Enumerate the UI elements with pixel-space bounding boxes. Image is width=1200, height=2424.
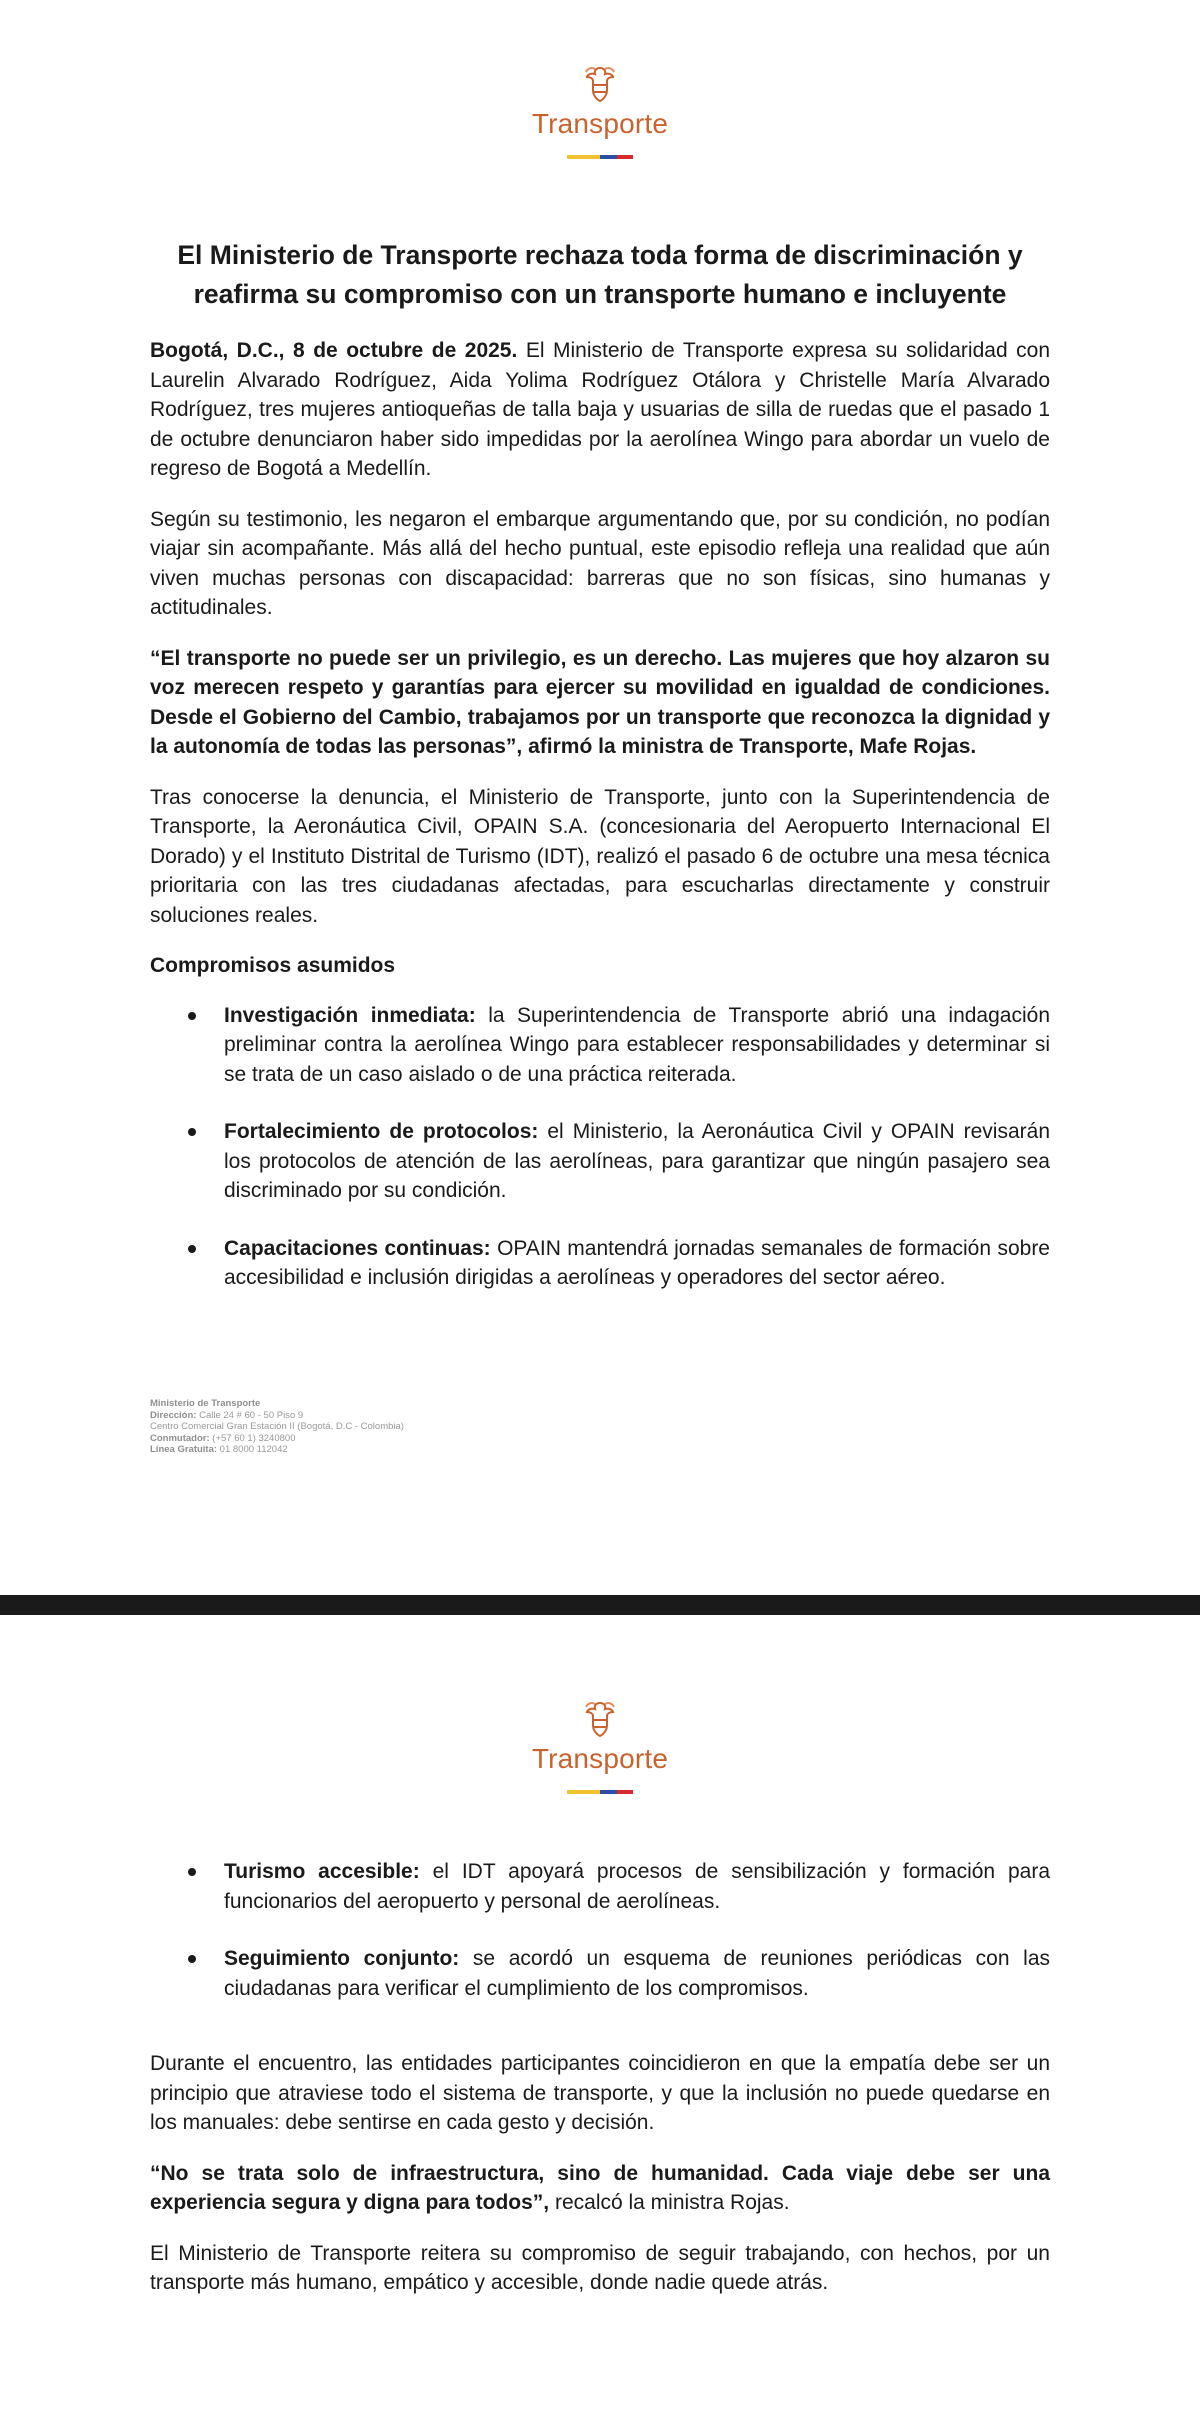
minister-quote-2 bbox=[150, 2159, 1050, 2218]
list-item bbox=[150, 1944, 1050, 2003]
footer-address: Dirección: Calle 24 # 60 - 50 Piso 9 bbox=[150, 1409, 304, 1421]
list-item-label: Turismo accesible: bbox=[224, 1860, 420, 1883]
list-item-label: Seguimiento conjunto: bbox=[224, 1947, 460, 1970]
list-item-text: OPAIN mantendrá jornadas semanales de formación sobre accesibilidad e inclusión dirigidas a aerolíneas y operadores del sector aéreo. bbox=[224, 1236, 1050, 1289]
paragraph-empathy: Durante el encuentro, las entidades participantes coincidieron en que la empatía debe ser un principio que atraviese todo el sistema de transporte, y que la inclusión no puede quedarse en los manuales: debe sentirse en cada gesto y decisión. bbox=[150, 2052, 1050, 2134]
list-item bbox=[150, 1117, 1050, 1206]
document-page-2 bbox=[0, 1615, 1200, 2424]
header-logo bbox=[0, 1697, 1200, 1785]
bullet-icon bbox=[188, 1128, 196, 1136]
section-heading-commitments: Compromisos asumidos bbox=[150, 954, 396, 977]
coat-of-arms-icon bbox=[578, 1697, 622, 1741]
list-item bbox=[150, 1857, 1050, 1916]
list-item-text: la Superintendencia de Transporte abrió una indagación preliminar contra la aerolínea Wingo para establecer responsabilidades y determinar si se trata de un caso aislado o de una práctica reiterada. bbox=[224, 1003, 1050, 1086]
paragraph-technical-table: Tras conocerse la denuncia, el Ministerio de Transporte, junto con la Superintendencia de Transporte, la Aeronáutica Civil, OPAIN S.A. (concesionaria del Aeropuerto Internacional El Dorado) y el Instituto Distrital de Turismo (IDT), realizó el pasado 6 de octubre una mesa técnica prioritaria con las tres ciudadanas afectadas, para escucharlas directamente y construir soluciones reales. bbox=[150, 785, 1050, 927]
list-item-text: el IDT apoyará procesos de sensibilización y formación para funcionarios del aeropuerto y personal de aerolíneas. bbox=[224, 1860, 1050, 1913]
paragraph-testimony: Según su testimonio, les negaron el embarque argumentando que, por su condición, no podían viajar sin acompañante. Más allá del hecho puntual, este episodio refleja una realidad que aún viven muchas personas con discapacidad: barreras que no son físicas, sino humanas y actitudinales. bbox=[150, 507, 1050, 619]
list-item-label: Fortalecimiento de protocolos: bbox=[224, 1120, 539, 1143]
bullet-icon bbox=[188, 1955, 196, 1963]
coat-of-arms-icon bbox=[578, 62, 622, 106]
paragraph-intro bbox=[150, 336, 1050, 484]
page1-body bbox=[150, 236, 1050, 1321]
flag-stripe bbox=[567, 1781, 633, 1785]
footer-center: Centro Comercial Gran Estación II (Bogotá, D.C - Colombia) bbox=[150, 1421, 404, 1432]
brand-name: Transporte bbox=[531, 1743, 669, 1774]
header-logo bbox=[0, 62, 1200, 150]
list-item bbox=[150, 1001, 1050, 1090]
quote-attribution: recalcó la ministra Rojas. bbox=[549, 2191, 790, 2214]
list-item-label: Capacitaciones continuas: bbox=[224, 1236, 491, 1260]
list-item-text: el Ministerio, la Aeronáutica Civil y OPAIN revisarán los protocolos de atención de las aerolíneas, para garantizar que ningún pasajero sea discriminado por su condición. bbox=[224, 1120, 1051, 1202]
paragraph-closing: El Ministerio de Transporte reitera su compromiso de seguir trabajando, con hechos, por un transporte más humano, empático y accesible, donde nadie quede atrás. bbox=[150, 2241, 1050, 2294]
list-item-label: Investigación inmediata: bbox=[224, 1003, 476, 1027]
footer-org: Ministerio de Transporte bbox=[150, 1398, 261, 1409]
page2-body bbox=[150, 1857, 1050, 2319]
quote-text: “No se trata solo de infraestructura, sino de humanidad. Cada viaje debe ser una experiencia segura y digna para todos”, bbox=[150, 2161, 1050, 2214]
commitments-list bbox=[150, 1001, 1050, 1293]
press-release-title: El Ministerio de Transporte rechaza toda forma de discriminación y reafirma su compromiso con un transporte humano e incluyente bbox=[177, 240, 1023, 309]
footer-free-line: Línea Gratuita: 01 8000 112042 bbox=[150, 1444, 288, 1455]
page-separator bbox=[0, 1595, 1200, 1615]
brand-name: Transporte bbox=[531, 108, 669, 139]
dateline: Bogotá, D.C., 8 de octubre de 2025. bbox=[150, 339, 518, 362]
list-item bbox=[150, 1234, 1050, 1293]
flag-stripe bbox=[567, 146, 633, 150]
bullet-icon bbox=[188, 1868, 196, 1876]
bullet-icon bbox=[188, 1245, 196, 1253]
bullet-icon bbox=[188, 1012, 196, 1020]
intro-text: El Ministerio de Transporte expresa su solidaridad con Laurelin Alvarado Rodríguez, Aida Yolima Rodríguez Otálora y Christelle María Alvarado Rodríguez, tres mujeres antioqueñas de talla baja y usuarias de silla de ruedas que el pasado 1 de octubre denunciaron haber sido impedidas por la aerolínea Wingo para abordar un vuelo de regreso de Bogotá a Medellín. bbox=[150, 339, 1050, 480]
contact-footer bbox=[150, 1398, 404, 1456]
footer-phone: Conmutador: (+57 60 1) 3240800 bbox=[150, 1432, 296, 1444]
list-item-text: se acordó un esquema de reuniones periódicas con las ciudadanas para verificar el cumplimiento de los compromisos. bbox=[224, 1947, 1051, 2000]
commitments-list-continued bbox=[150, 1857, 1050, 2003]
minister-quote: “El transporte no puede ser un privilegio, es un derecho. Las mujeres que hoy alzaron su voz merecen respeto y garantías para ejercer su movilidad en igualdad de condiciones. Desde el Gobierno del Cambio, trabajamos por un transporte que reconozca la dignidad y la autonomía de todas las personas”, afirmó la ministra de Transporte, Mafe Rojas. bbox=[150, 646, 1050, 758]
